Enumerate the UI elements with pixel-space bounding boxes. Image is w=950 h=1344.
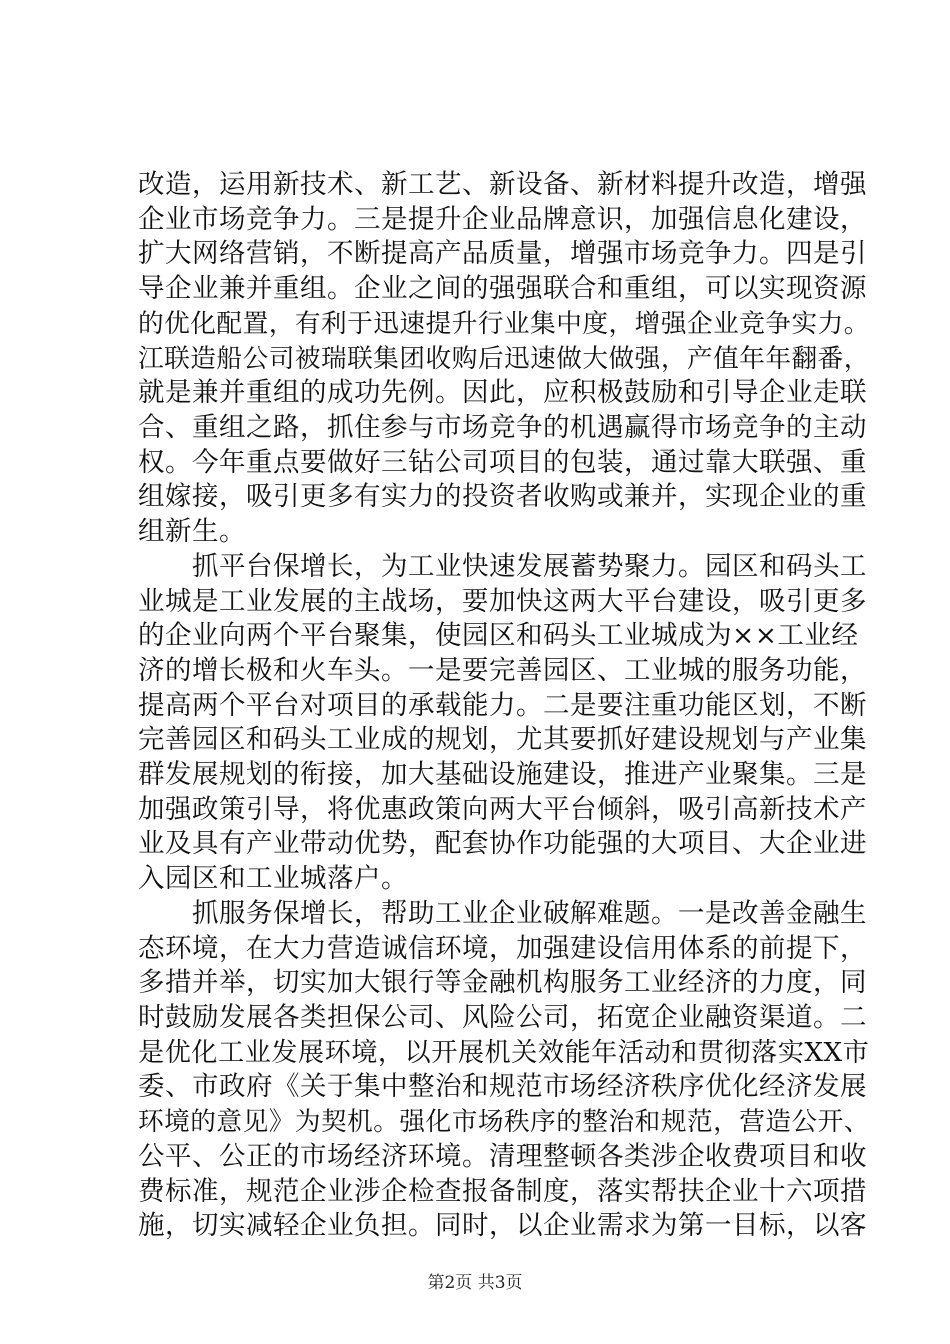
text-line: 施，切实减轻企业负担。同时，以企业需求为第一目标，以客 [138,1210,867,1242]
text-line: 导企业兼并重组。企业之间的强强联合和重组，可以实现资源 [138,273,867,305]
text-line: 多措并举，切实加大银行等金融机构服务工业经济的力度，同 [138,967,867,999]
text-line: 费标准，规范企业涉企检查报备制度，落实帮扶企业十六项措 [138,1175,867,1207]
text-line: 抓平台保增长，为工业快速发展蓄势聚力。园区和码头工 [138,550,867,582]
text-line: 的优化配置，有利于迅速提升行业集中度，增强企业竞争实力。 [138,308,870,339]
text-line: 加强政策引导，将优惠政策向两大平台倾斜，吸引高新技术产 [138,793,867,825]
text-line: 环境的意见》为契机。强化市场秩序的整治和规范，营造公开、 [138,1107,870,1138]
text-line: 组嫁接，吸引更多有实力的投资者收购或兼并，实现企业的重 [138,481,867,513]
text-line: 公平、公正的市场经济环境。清理整顿各类涉企收费项目和收 [138,1140,867,1172]
text-line: 是优化工业发展环境，以开展机关效能年活动和贯彻落实XX市 [138,1037,870,1068]
text-line: 济的增长极和火车头。一是要完善园区、工业城的服务功能， [138,654,867,686]
text-line: 入园区和工业城落户。 [138,863,408,895]
text-line: 完善园区和码头工业成的规划，尤其要抓好建设规划与产业集 [138,724,867,756]
text-line: 群发展规划的衔接，加大基础设施建设，推进产业聚集。三是 [138,759,867,791]
text-line: 合、重组之路，抓住参与市场竞争的机遇赢得市场竞争的主动 [138,411,867,443]
text-line: 抓服务保增长，帮助工业企业破解难题。一是改善金融生 [138,897,867,929]
text-line: 时鼓励发展各类担保公司、风险公司，拓宽企业融资渠道。二 [138,1002,867,1034]
text-line: 提高两个平台对项目的承载能力。二是要注重功能区划，不断 [138,689,867,721]
text-line: 权。今年重点要做好三钻公司项目的包装，通过靠大联强、重 [138,446,867,478]
text-line: 业城是工业发展的主战场，要加快这两大平台建设，吸引更多 [138,585,867,617]
text-line: 企业市场竞争力。三是提升企业品牌意识，加强信息化建设， [138,203,867,235]
text-line: 业及具有产业带动优势，配套协作功能强的大项目、大企业进 [138,828,867,860]
text-line: 就是兼并重组的成功先例。因此，应积极鼓励和引导企业走联 [138,377,867,409]
text-line: 扩大网络营销，不断提高产品质量，增强市场竞争力。四是引 [138,238,867,270]
text-line: 改造，运用新技术、新工艺、新设备、新材料提升改造，增强 [138,169,867,200]
text-line: 委、市政府《关于集中整治和规范市场经济秩序优化经济发展 [138,1071,867,1103]
page-number-footer: 第2页 共3页 [427,1273,523,1293]
text-line: 组新生。 [138,516,246,548]
text-line: 的企业向两个平台聚集，使园区和码头工业城成为××工业经 [138,620,859,652]
text-line: 江联造船公司被瑞联集团收购后迅速做大做强，产值年年翻番， [138,343,870,374]
text-line: 态环境，在大力营造诚信环境，加强建设信用体系的前提下， [138,932,867,964]
